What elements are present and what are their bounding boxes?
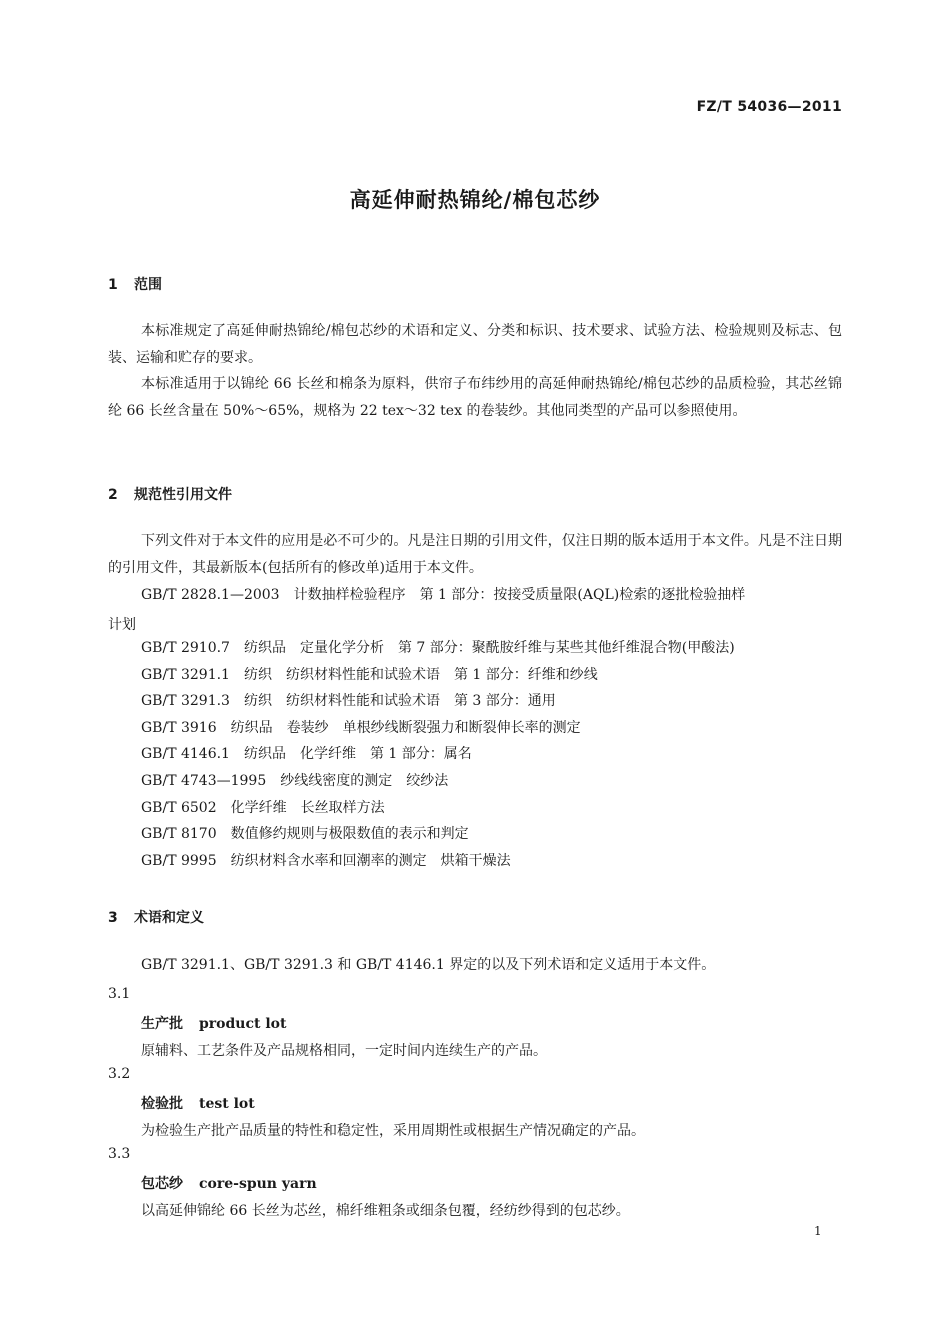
term-number: 3.1 (108, 986, 131, 1002)
section-number: 1 (108, 277, 118, 293)
term-definition: 为检验生产批产品质量的特性和稳定性，采用周期性或根据生产情况确定的产品。 (141, 1123, 645, 1139)
section-heading-terms (108, 907, 204, 927)
term-en: test lot (199, 1096, 255, 1112)
term-zh: 检验批 (141, 1096, 183, 1112)
terms-intro: GB/T 3291.1、GB/T 3291.3 和 GB/T 4146.1 界定的以及下列术语和定义适用于本文件。 (141, 957, 716, 973)
term-heading (141, 1173, 317, 1193)
section-title: 术语和定义 (134, 910, 204, 926)
reference-item: GB/T 4146.1 纺织品 化学纤维 第 1 部分：属名 (141, 746, 472, 762)
scope-paragraph-1: 本标准规定了高延伸耐热锦纶/棉包芯纱的术语和定义、分类和标识、技术要求、试验方法、检验规则及标志、包装、运输和贮存的要求。 (108, 323, 842, 366)
term-heading (141, 1093, 255, 1113)
references-intro: 下列文件对于本文件的应用是必不可少的。凡是注日期的引用文件，仅注日期的版本适用于本文件。凡是不注日期的引用文件，其最新版本(包括所有的修改单)适用于本文件。 (108, 533, 842, 576)
term-en: core-spun yarn (199, 1176, 317, 1192)
reference-item: GB/T 3291.3 纺织 纺织材料性能和试验术语 第 3 部分：通用 (141, 693, 556, 709)
reference-item: GB/T 9995 纺织材料含水率和回潮率的测定 烘箱干燥法 (141, 853, 511, 869)
term-number: 3.3 (108, 1146, 131, 1162)
scope-paragraph-2: 本标准适用于以锦纶 66 长丝和棉条为原料，供帘子布纬纱用的高延伸耐热锦纶/棉包芯纱的品质检验，其芯丝锦纶 66 长丝含量在 50%～65%，规格为 22 tex～32 tex 的卷装纱。其他同类型的产品可以参照使用。 (108, 376, 842, 419)
reference-item: GB/T 6502 化学纤维 长丝取样方法 (141, 800, 385, 816)
section-title: 范围 (134, 277, 162, 293)
section-number: 3 (108, 910, 118, 926)
standard-number: FZ/T 54036—2011 (696, 99, 842, 115)
reference-item: GB/T 2828.1—2003 计数抽样检验程序 第 1 部分：按接受质量限(AQL)检索的逐批检验抽样 (141, 587, 746, 603)
term-definition: 原辅料、工艺条件及产品规格相同，一定时间内连续生产的产品。 (141, 1043, 547, 1059)
reference-item: GB/T 4743—1995 纱线线密度的测定 绞纱法 (141, 773, 449, 789)
term-zh: 包芯纱 (141, 1176, 183, 1192)
section-number: 2 (108, 487, 118, 503)
term-number: 3.2 (108, 1066, 131, 1082)
section-title: 规范性引用文件 (134, 487, 232, 503)
section-heading-scope (108, 274, 162, 294)
reference-item: GB/T 3291.1 纺织 纺织材料性能和试验术语 第 1 部分：纤维和纱线 (141, 667, 598, 683)
term-en: product lot (199, 1016, 287, 1032)
reference-item: GB/T 8170 数值修约规则与极限数值的表示和判定 (141, 826, 469, 842)
term-definition: 以高延伸锦纶 66 长丝为芯丝，棉纤维粗条或细条包覆，经纺纱得到的包芯纱。 (141, 1203, 630, 1219)
reference-item: GB/T 2910.7 纺织品 定量化学分析 第 7 部分：聚酰胺纤维与某些其他纤维混合物(甲酸法) (141, 640, 735, 656)
document-title: 高延伸耐热锦纶/棉包芯纱 (349, 188, 601, 212)
section-heading-references (108, 484, 232, 504)
page-number: 1 (814, 1224, 822, 1238)
term-heading (141, 1013, 286, 1033)
reference-item: GB/T 3916 纺织品 卷装纱 单根纱线断裂强力和断裂伸长率的测定 (141, 720, 581, 736)
reference-item-continuation: 计划 (108, 617, 136, 633)
term-zh: 生产批 (141, 1016, 183, 1032)
